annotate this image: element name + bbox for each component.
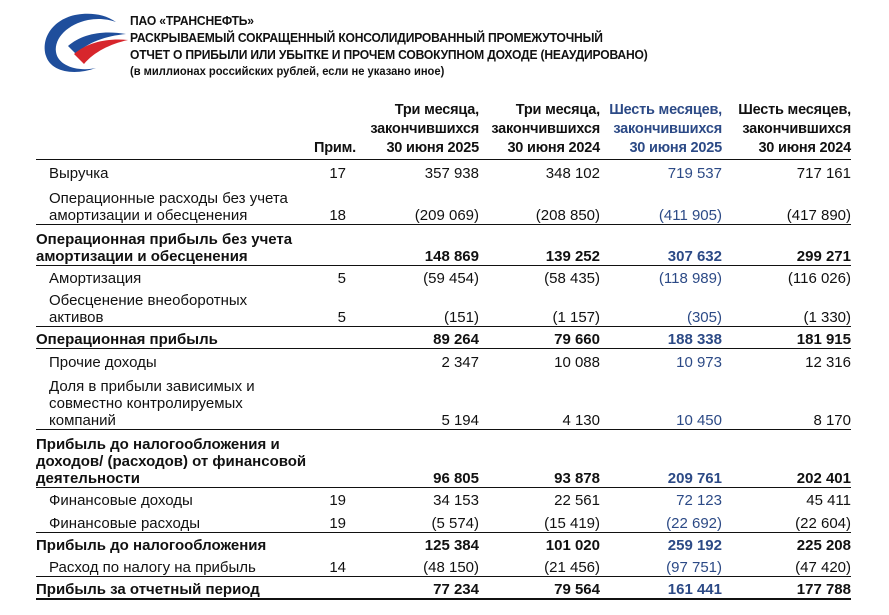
value-h1-2025: 188 338 [667,331,722,348]
value-q2-2024: (21 456) [544,559,600,576]
value-q2-2025: 125 384 [424,537,479,554]
row-note: 14 [329,559,346,576]
value-h1-2024: 717 161 [796,165,851,182]
column-header-line: закончившихся [613,121,722,137]
table-row-profit-before-tax [36,537,851,554]
value-h1-2024: 45 411 [806,492,851,509]
column-header-note: Прим. [314,140,356,156]
row-note: 5 [337,270,346,287]
value-q2-2025: (151) [443,309,479,326]
value-q2-2025: 148 869 [424,248,479,265]
table-row-impairment [36,291,851,327]
value-q2-2025: 77 234 [433,581,479,598]
value-h1-2025: (411 905) [658,207,722,224]
table-row-operating-profit-before-da [36,231,851,266]
column-header-line: закончившихся [491,121,600,137]
value-h1-2024: 177 788 [796,581,851,598]
value-h1-2024: (1 330) [803,309,851,326]
value-q2-2025: (5 574) [431,515,479,532]
row-label: Операционная прибыль без учета амортизации и обесценения [36,231,293,265]
row-note: 5 [337,309,346,326]
table-row-opex [36,190,851,225]
value-q2-2024: 4 130 [562,412,600,429]
value-h1-2024: 225 208 [796,537,851,554]
value-q2-2025: 89 264 [433,331,479,348]
column-header-line: закончившихся [742,121,851,137]
value-q2-2024: 79 660 [554,331,600,348]
value-h1-2024: (22 604) [795,515,851,532]
table-row-net-profit [36,580,851,600]
value-h1-2025: (305) [686,309,722,326]
header-rule [36,159,851,160]
value-q2-2025: 357 938 [424,165,479,182]
row-note: 18 [329,207,346,224]
value-q2-2025: (59 454) [423,270,479,287]
value-h1-2024: (116 026) [787,270,851,287]
table-row-operating-profit [36,331,851,349]
value-h1-2025: (97 751) [666,559,722,576]
value-h1-2025: 719 537 [667,165,722,182]
table-row-other-income [36,354,851,371]
row-label: Выручка [49,165,109,182]
value-h1-2024: 202 401 [796,470,851,487]
row-label: Амортизация [49,270,142,287]
value-h1-2025: 10 450 [676,412,722,429]
column-header-line: 30 июня 2024 [507,140,600,156]
value-q2-2025: 34 153 [433,492,479,509]
value-q2-2025: 96 805 [433,470,479,487]
row-label: Расход по налогу на прибыль [49,559,256,576]
column-header-q2-2025 [370,101,479,158]
table-row-revenue [36,165,851,182]
row-label: Операционная прибыль [36,331,218,348]
value-h1-2025: 259 192 [667,537,722,554]
row-label: Финансовые доходы [49,492,193,509]
report-title-line-1: РАСКРЫВАЕМЫЙ СОКРАЩЕННЫЙ КОНСОЛИДИРОВАННЫЙ ПРОМЕЖУТОЧНЫЙ [130,30,603,45]
table-row-share-in-associates [36,378,851,430]
value-q2-2024: (15 419) [544,515,600,532]
value-h1-2025: 307 632 [667,248,722,265]
value-q2-2024: (208 850) [535,207,600,224]
column-header-h1-2025 [609,101,722,158]
row-label: Прибыль за отчетный период [36,581,260,598]
value-h1-2024: 299 271 [796,248,851,265]
value-q2-2024: (58 435) [544,270,600,287]
row-note: 19 [329,492,346,509]
column-header-line: 30 июня 2025 [629,140,722,156]
row-label: Прибыль до налогообложения и доходов/ (расходов) от финансовой деятельности [36,436,307,487]
value-q2-2024: 22 561 [554,492,600,509]
row-label: Доля в прибыли зависимых и совместно контролируемых компаний [49,378,255,429]
value-q2-2025: 5 194 [441,412,479,429]
value-h1-2025: 161 441 [667,581,722,598]
value-h1-2025: (118 989) [658,270,722,287]
value-h1-2024: 8 170 [813,412,851,429]
value-h1-2025: 10 973 [676,354,722,371]
value-q2-2024: 101 020 [545,537,600,554]
column-header-line: Шесть месяцев, [738,102,851,118]
column-header-line: Шесть месяцев, [609,102,722,118]
row-label: Прибыль до налогообложения [36,537,267,554]
transneft-logo [38,10,128,76]
column-header-line: закончившихся [370,121,479,137]
company-name: ПАО «ТРАНСНЕФТЬ» [130,13,254,28]
column-header-q2-2024 [491,101,600,158]
table-row-finance-expenses [36,514,851,533]
value-q2-2024: 139 252 [545,248,600,265]
column-header-line: 30 июня 2025 [386,140,479,156]
column-header-line: Три месяца, [515,102,600,118]
column-header-line: Три месяца, [394,102,479,118]
row-note: 17 [329,165,346,182]
value-q2-2025: 2 347 [441,354,479,371]
table-row-depreciation [36,270,851,287]
row-label: Обесценение внеоборотных активов [49,292,248,326]
value-q2-2024: 93 878 [554,470,600,487]
table-row-income-tax [36,558,851,577]
row-label: Операционные расходы без учета амортизации и обесценения [49,190,288,224]
value-q2-2024: 10 088 [554,354,600,371]
value-q2-2025: (48 150) [423,559,479,576]
value-q2-2024: 79 564 [554,581,600,598]
row-label: Прочие доходы [49,354,157,371]
value-q2-2024: (1 157) [552,309,600,326]
value-q2-2024: 348 102 [545,165,600,182]
report-title-line-2: ОТЧЕТ О ПРИБЫЛИ ИЛИ УБЫТКЕ И ПРОЧЕМ СОВОКУПНОМ ДОХОДЕ (НЕАУДИРОВАНО) [130,47,648,62]
column-header-h1-2024 [738,101,851,158]
units-note: (в миллионах российских рублей, если не указано иное) [130,64,445,78]
value-h1-2025: 72 123 [676,492,722,509]
value-h1-2024: (417 890) [786,207,851,224]
value-h1-2024: (47 420) [795,559,851,576]
value-h1-2024: 12 316 [805,354,851,371]
column-header-line: 30 июня 2024 [758,140,851,156]
value-h1-2024: 181 915 [796,331,851,348]
table-row-profit-before-tax-and-finance [36,436,851,488]
value-h1-2025: (22 692) [666,515,722,532]
value-q2-2025: (209 069) [414,207,479,224]
table-row-finance-income [36,492,851,509]
row-label: Финансовые расходы [49,515,201,532]
value-h1-2025: 209 761 [667,470,722,487]
report-header [130,12,870,80]
row-note: 19 [329,515,346,532]
